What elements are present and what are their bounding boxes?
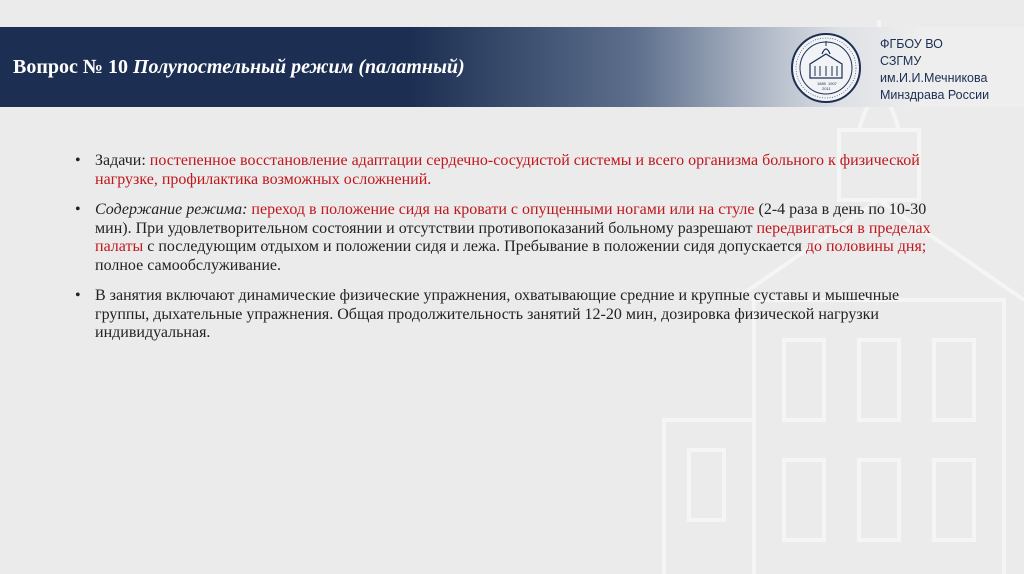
organization-name	[880, 36, 989, 104]
header-bar	[0, 27, 1024, 107]
regime-text-3: полное самообслуживание.	[95, 256, 282, 274]
org-line-2: СЗГМУ	[880, 54, 922, 68]
org-line-1: ФГБОУ ВО	[880, 37, 943, 51]
org-line-3: им.И.И.Мечникова	[880, 71, 988, 85]
regime-highlight-2: передвигаться в пределах палаты	[95, 219, 931, 255]
list-item-regime-content	[75, 201, 955, 275]
title-main: Полупостельный режим (палатный)	[132, 56, 465, 78]
regime-highlight-1: переход в положение сидя на кровати с опущенными ногами или на стуле	[251, 201, 755, 218]
list-item-exercises	[75, 287, 955, 343]
regime-highlight-3: до половины дня;	[805, 238, 927, 255]
emblem-year-bottom: 2011	[822, 86, 831, 91]
university-emblem-icon	[790, 32, 862, 104]
exercises-text: В занятия включают динамические физические упражнения, охватывающие средние и крупные суставы и мышечные группы, дыхательные упражнения. Общая продолжительность занятий 12-20 мин, дозировка физической нагрузки индивидуальная.	[95, 287, 900, 341]
bullet-icon: •	[75, 152, 81, 169]
regime-text-2: с последующим отдыхом и положении сидя и лежа. Пребывание в положении сидя допускается	[143, 238, 806, 255]
tasks-text: постепенное восстановление адаптации сердечно-сосудистой системы и всего организма больного к физической нагрузке, профилактика возможных осложнений.	[95, 152, 920, 188]
org-line-4: Минздрава России	[880, 88, 990, 102]
regime-text-1: (2-4 раза в день по 10-30 мин). При удовлетворительном состоянии и отсутствии противопоказаний больному разрешают	[95, 201, 927, 237]
page-title	[13, 27, 465, 107]
title-prefix: Вопрос № 10	[13, 56, 128, 78]
emblem-year-left: 1885	[817, 81, 826, 86]
emblem-year-right: 1907	[828, 81, 837, 86]
tasks-label: Задачи:	[95, 152, 150, 169]
content-list	[75, 152, 955, 355]
bullet-icon: •	[75, 287, 81, 304]
regime-label: Содержание режима:	[95, 201, 252, 218]
list-item-tasks	[75, 152, 955, 189]
bullet-icon: •	[75, 201, 81, 218]
